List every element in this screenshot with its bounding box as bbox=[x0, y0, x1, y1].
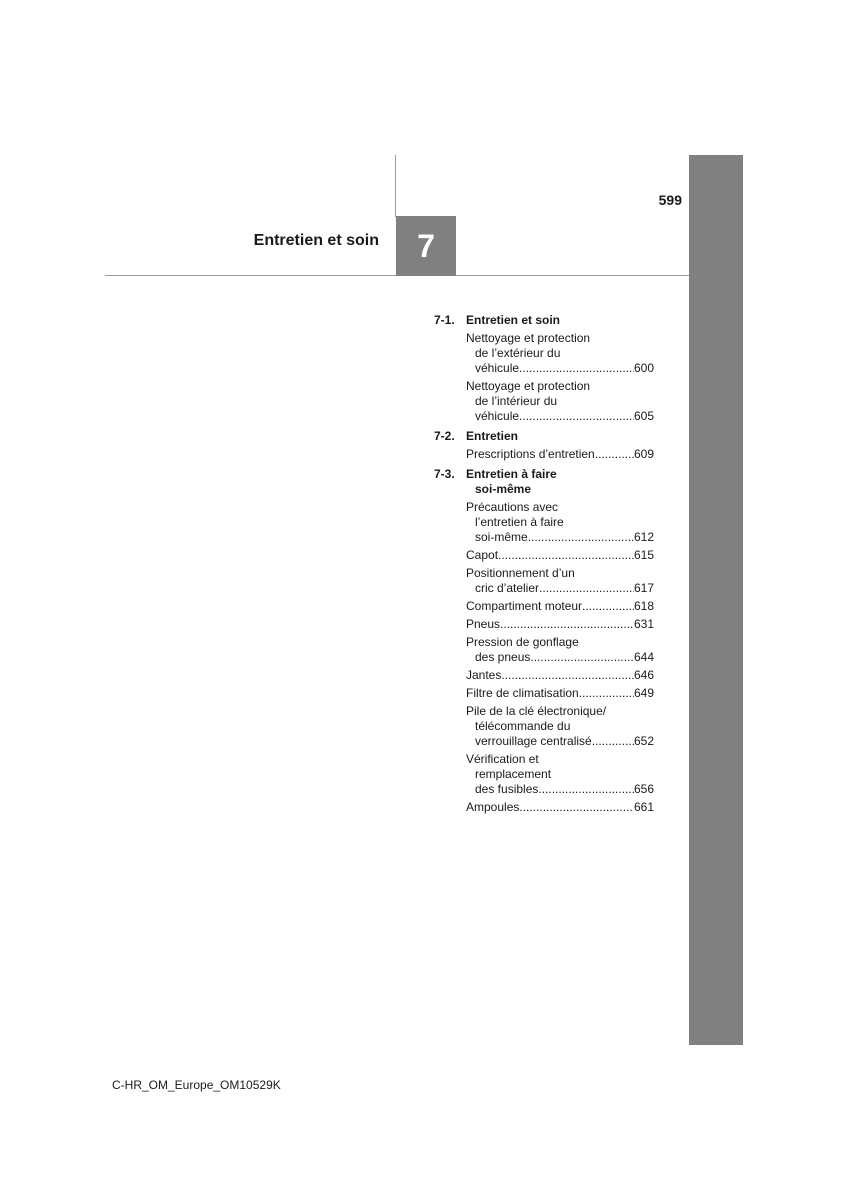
toc-entry[interactable] bbox=[466, 500, 654, 545]
toc-entry-line bbox=[466, 782, 654, 797]
toc-entry[interactable] bbox=[466, 548, 654, 563]
toc-page-ref: 609 bbox=[633, 447, 654, 461]
toc-page-ref: 617 bbox=[633, 581, 654, 595]
dot-leader bbox=[519, 361, 634, 376]
toc-entry[interactable] bbox=[466, 447, 654, 462]
toc-entry-text: Positionnement d’un bbox=[466, 566, 575, 580]
footer-document-code: C-HR_OM_Europe_OM10529K bbox=[112, 1078, 281, 1092]
toc-entry-text: Ampoules bbox=[466, 800, 520, 814]
toc-page-ref: 618 bbox=[633, 599, 654, 613]
toc-entry-text: Nettoyage et protection bbox=[466, 379, 591, 393]
toc-entry-text: Nettoyage et protection bbox=[466, 331, 591, 345]
toc-entry-text: de l’extérieur du bbox=[475, 346, 561, 360]
toc-section-title-line: Entretien bbox=[466, 429, 519, 443]
toc-section-number: 7-1. bbox=[434, 313, 455, 327]
toc-entry[interactable] bbox=[466, 617, 654, 632]
toc-entry-text: télécommande du bbox=[475, 719, 571, 733]
toc-entry[interactable] bbox=[466, 704, 654, 749]
toc-section-heading bbox=[434, 313, 654, 328]
toc-section-title-line: Entretien à faire bbox=[466, 467, 557, 481]
toc-entry-text: cric d’atelier bbox=[475, 581, 540, 595]
toc-entry-line bbox=[466, 581, 654, 596]
toc-section-heading bbox=[434, 429, 654, 444]
toc-entry-line bbox=[466, 650, 654, 665]
toc-page-ref: 656 bbox=[633, 782, 654, 796]
toc-entry[interactable] bbox=[466, 599, 654, 614]
toc-entry[interactable] bbox=[466, 668, 654, 683]
toc-section-title bbox=[466, 429, 518, 444]
toc-entry-text: Capot bbox=[466, 548, 499, 562]
toc-section bbox=[434, 429, 654, 462]
toc-entry-line bbox=[466, 800, 654, 815]
table-of-contents bbox=[434, 313, 654, 815]
toc-entry-text: Pneus bbox=[466, 617, 501, 631]
toc-page-ref: 615 bbox=[633, 548, 654, 562]
toc-section bbox=[434, 467, 654, 815]
page-number: 599 bbox=[658, 192, 682, 208]
dot-leader bbox=[498, 548, 634, 563]
toc-section-title bbox=[466, 313, 560, 328]
dot-leader bbox=[519, 800, 634, 815]
toc-entry[interactable] bbox=[466, 379, 654, 424]
toc-page-ref: 605 bbox=[633, 409, 654, 423]
dot-leader bbox=[595, 447, 634, 462]
chapter-number-box bbox=[396, 216, 456, 276]
toc-entry-line bbox=[466, 617, 654, 632]
toc-entry-text: soi-même bbox=[475, 530, 528, 544]
toc-entry-text: véhicule bbox=[475, 361, 520, 375]
dot-leader bbox=[528, 530, 634, 545]
toc-entry-line bbox=[466, 447, 654, 462]
toc-entry-text: véhicule bbox=[475, 409, 520, 423]
toc-entry-text: Compartiment moteur bbox=[466, 599, 583, 613]
toc-entry-text: Précautions avec bbox=[466, 500, 559, 514]
toc-entry-text: des pneus bbox=[475, 650, 531, 664]
toc-entry-line bbox=[466, 409, 654, 424]
toc-entry-line bbox=[466, 548, 654, 563]
toc-section-number: 7-2. bbox=[434, 429, 455, 443]
chapter-number: 7 bbox=[417, 227, 435, 264]
chapter-side-tab bbox=[689, 155, 743, 1045]
dot-leader bbox=[530, 650, 634, 665]
dot-leader bbox=[538, 782, 634, 797]
toc-entry-text: Prescriptions d’entretien bbox=[466, 447, 595, 461]
toc-page-ref: 644 bbox=[633, 650, 654, 664]
toc-entry[interactable] bbox=[466, 752, 654, 797]
dot-leader bbox=[501, 668, 634, 683]
toc-entry-text: de l’intérieur du bbox=[475, 394, 558, 408]
toc-entry-line bbox=[466, 599, 654, 614]
toc-entry-text: Filtre de climatisation bbox=[466, 686, 579, 700]
dot-leader bbox=[592, 734, 634, 749]
toc-entry-text: des fusibles bbox=[475, 782, 539, 796]
toc-page-ref: 600 bbox=[633, 361, 654, 375]
toc-section-heading bbox=[434, 467, 654, 497]
toc-section bbox=[434, 313, 654, 424]
toc-entry-text: remplacement bbox=[475, 767, 552, 781]
dot-leader bbox=[579, 686, 634, 701]
toc-entry[interactable] bbox=[466, 686, 654, 701]
dot-leader bbox=[500, 617, 634, 632]
header-vertical-rule bbox=[395, 155, 396, 217]
toc-entry-text: Vérification et bbox=[466, 752, 539, 766]
toc-section-title bbox=[466, 467, 557, 497]
toc-page-ref: 652 bbox=[633, 734, 654, 748]
toc-entry-line bbox=[466, 668, 654, 683]
toc-entry[interactable] bbox=[466, 800, 654, 815]
toc-page-ref: 612 bbox=[633, 530, 654, 544]
toc-entry-text: verrouillage centralisé bbox=[475, 734, 592, 748]
toc-entry-text: Jantes bbox=[466, 668, 502, 682]
toc-entry[interactable] bbox=[466, 566, 654, 596]
toc-page-ref: 646 bbox=[633, 668, 654, 682]
toc-entry-line bbox=[466, 686, 654, 701]
dot-leader bbox=[519, 409, 634, 424]
toc-page-ref: 631 bbox=[633, 617, 654, 631]
toc-entry[interactable] bbox=[466, 635, 654, 665]
toc-entry-text: Pile de la clé électronique/ bbox=[466, 704, 607, 718]
toc-section-title-line: Entretien et soin bbox=[466, 313, 561, 327]
toc-entry-line bbox=[466, 361, 654, 376]
dot-leader bbox=[539, 581, 634, 596]
toc-entry-line bbox=[466, 734, 654, 749]
dot-leader bbox=[582, 599, 634, 614]
toc-entry[interactable] bbox=[466, 331, 654, 376]
toc-page-ref: 649 bbox=[633, 686, 654, 700]
toc-entry-text: l’entretien à faire bbox=[475, 515, 564, 529]
toc-entry-text: Pression de gonflage bbox=[466, 635, 579, 649]
toc-page-ref: 661 bbox=[633, 800, 654, 814]
chapter-title: Entretien et soin bbox=[253, 232, 379, 249]
toc-section-title-line: soi-même bbox=[475, 482, 532, 496]
toc-section-number: 7-3. bbox=[434, 467, 455, 481]
toc-entry-line bbox=[466, 530, 654, 545]
